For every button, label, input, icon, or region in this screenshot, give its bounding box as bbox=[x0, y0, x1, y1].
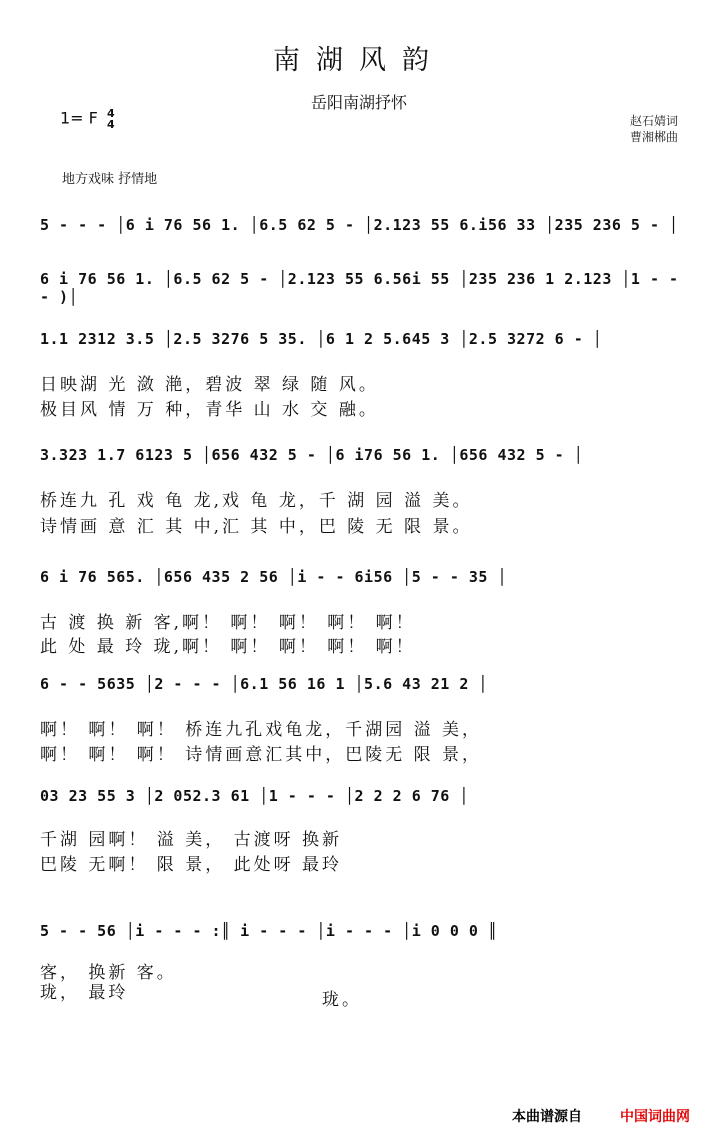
score-row-7: 03 23 55 3 │2 052.3 61 │1 - - - │2 2 2 6 76 │ bbox=[40, 787, 469, 805]
lyric-line-2: 极目风 情 万 种，青华 山 水 交 融。 bbox=[40, 400, 379, 420]
song-title: 南湖风韵 bbox=[273, 45, 445, 76]
score-row-5: 6 i 76 565. │656 435 2 56 │i - - 6i56 │5 - - 35 │ bbox=[40, 568, 508, 586]
tempo-marking: 地方戏味 抒情地 bbox=[62, 172, 158, 187]
lyric-line-10: 巴陵 无啊！ 限 景， 此处呀 最玲 bbox=[40, 855, 343, 875]
lyric-line-7: 啊！ 啊！ 啊！ 桥连九孔戏龟龙，千湖园 溢 美， bbox=[40, 720, 483, 740]
lyric-line-12: 珑， 最玲 bbox=[40, 983, 129, 1003]
key-label: 1= F bbox=[60, 108, 98, 128]
source-label: 本曲谱源自 bbox=[512, 1109, 582, 1125]
lyric-line-5: 古 渡 换 新 客,啊！ 啊！ 啊！ 啊！ 啊！ bbox=[40, 613, 416, 633]
lyric-line-8: 啊！ 啊！ 啊！ 诗情画意汇其中，巴陵无 限 景， bbox=[40, 745, 483, 765]
score-row-6: 6 - - 5635 │2 - - - │6.1 56 16 1 │5.6 43 21 2 │ bbox=[40, 675, 488, 693]
time-signature bbox=[107, 108, 115, 130]
score-row-3: 1.1 2312 3.5 │2.5 3276 5 35. │6 1 2 5.645 3 │2.5 3272 6 - │ bbox=[40, 330, 603, 348]
composer-credit: 曹湘郴曲 bbox=[629, 130, 678, 144]
lyric-line-3: 桥连九 孔 戏 龟 龙,戏 龟 龙，千 湖 园 溢 美。 bbox=[40, 491, 473, 511]
time-bottom: 4 bbox=[106, 118, 115, 131]
lyric-line-1: 日映湖 光 潋 滟，碧波 翠 绿 随 风。 bbox=[40, 375, 379, 395]
lyric-line-6: 此 处 最 玲 珑,啊！ 啊！ 啊！ 啊！ 啊！ bbox=[40, 637, 416, 657]
score-row-4: 3.323 1.7 6123 5 │656 432 5 - │6 i76 56 1. │656 432 5 - │ bbox=[40, 446, 584, 464]
lyric-line-11: 客， 换新 客。 bbox=[40, 963, 177, 983]
lyric-line-13: 珑。 bbox=[322, 990, 362, 1010]
key-signature bbox=[60, 108, 115, 130]
lyricist-credit: 赵石婧词 bbox=[629, 114, 678, 128]
score-row-1: 5 - - - │6 i 76 56 1. │6.5 62 5 - │2.123 55 6.i56 33 │235 236 5 - │ bbox=[40, 216, 679, 234]
song-subtitle: 岳阳南湖抒怀 bbox=[310, 93, 407, 112]
score-row-8: 5 - - 56 │i - - - :║ i - - - │i - - - │i 0 0 0 ║ bbox=[40, 922, 498, 940]
site-name-link[interactable]: 中国词曲网 bbox=[620, 1109, 690, 1125]
time-top: 4 bbox=[106, 107, 115, 120]
score-row-2: 6 i 76 56 1. │6.5 62 5 - │2.123 55 6.56i 55 │235 236 1 2.123 │1 - - - )│ bbox=[40, 270, 679, 306]
lyric-line-9: 千湖 园啊！ 溢 美， 古渡呀 换新 bbox=[40, 830, 343, 850]
lyric-line-4: 诗情画 意 汇 其 中,汇 其 中，巴 陵 无 限 景。 bbox=[40, 517, 473, 537]
